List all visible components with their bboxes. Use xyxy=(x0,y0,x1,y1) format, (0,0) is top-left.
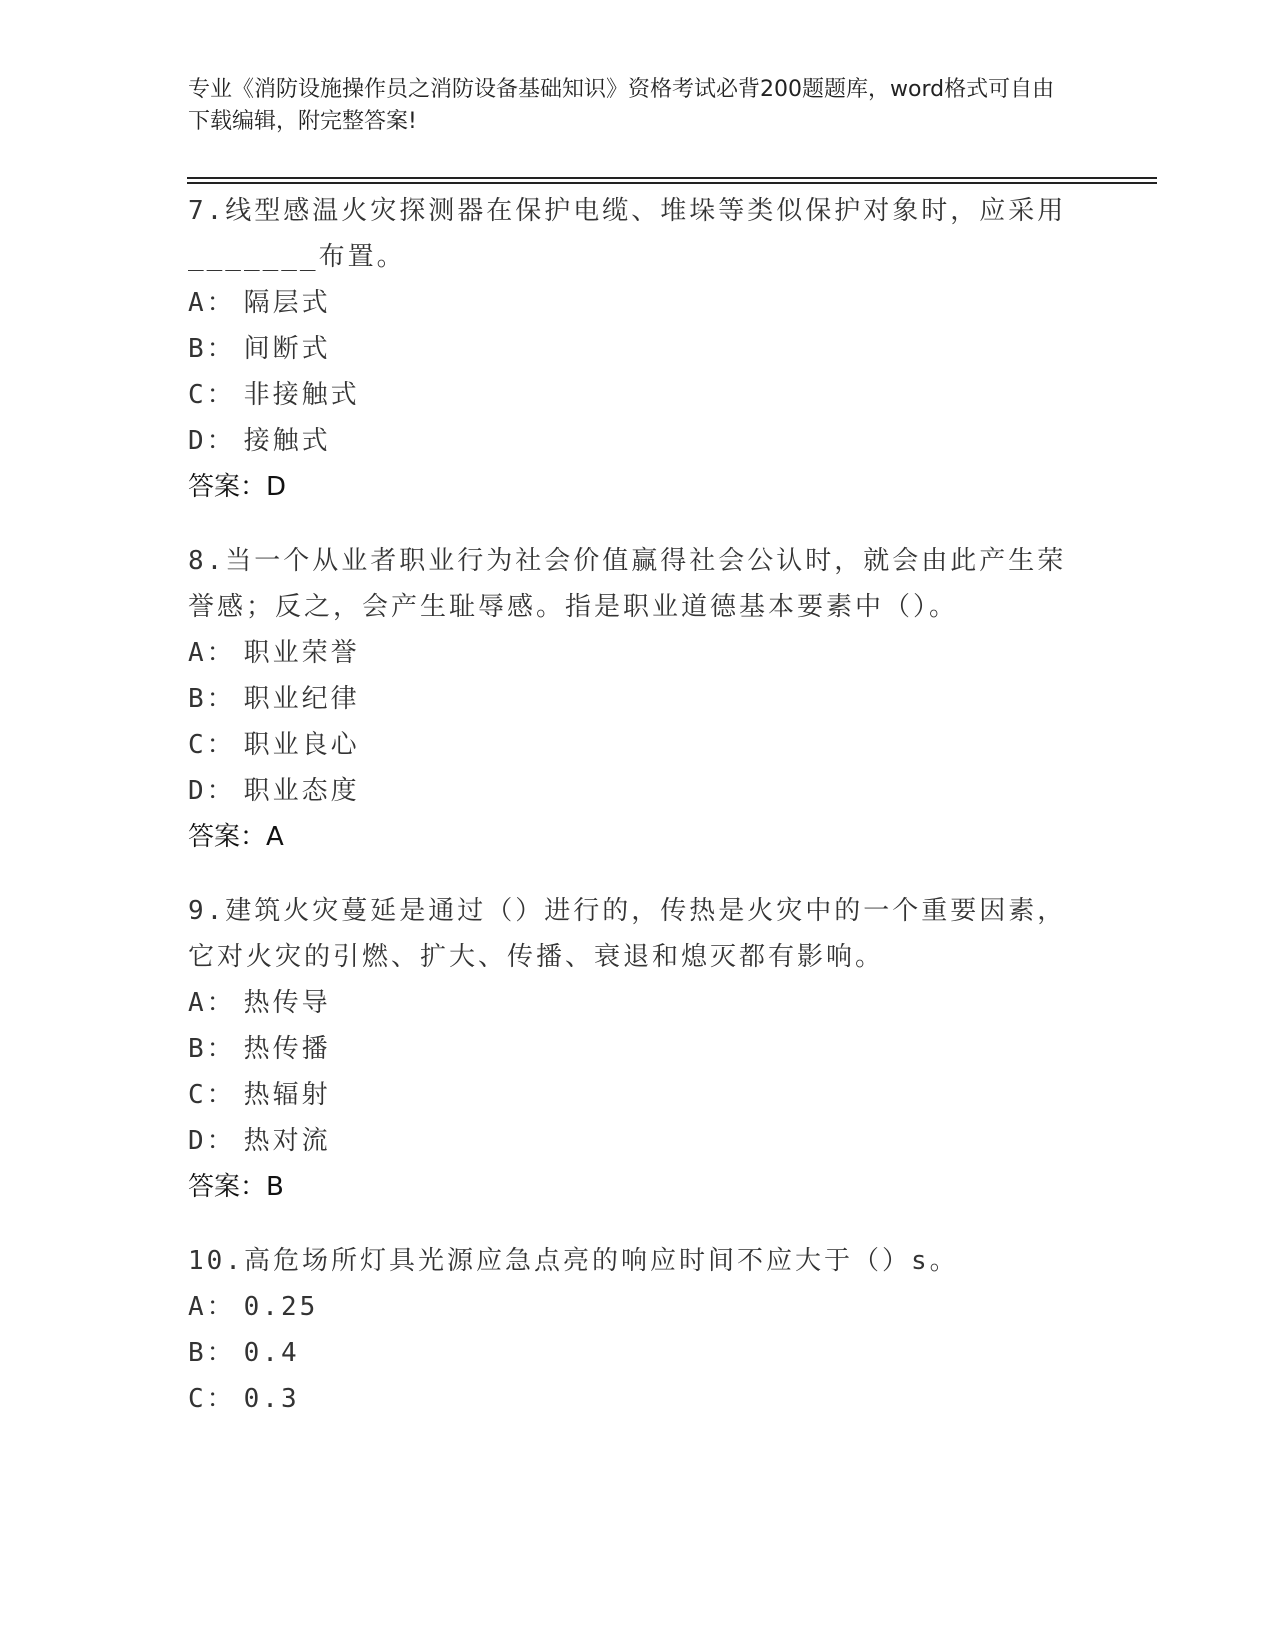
option-key: B： xyxy=(188,334,236,364)
option-key: D： xyxy=(188,426,236,456)
option-c xyxy=(188,372,1088,418)
option-text: 职业纪律 xyxy=(243,684,360,714)
option-key: D： xyxy=(188,776,236,806)
option-text: 隔层式 xyxy=(243,288,331,318)
question-list xyxy=(188,188,1088,1450)
question-text: 9.建筑火灾蔓延是通过（）进行的，传热是火灾中的一个重要因素，它对火灾的引燃、扩大、传播、衰退和熄灭都有影响。 xyxy=(188,896,1067,972)
answer-line: 答案：A xyxy=(188,822,284,852)
header-rule-top xyxy=(187,177,1157,179)
document-header: 专业《消防设施操作员之消防设备基础知识》资格考试必背200题题库，word格式可自由下载编辑，附完整答案! xyxy=(188,77,1055,134)
option-text: 热传导 xyxy=(243,988,331,1018)
option-text: 热传播 xyxy=(243,1034,331,1064)
option-key: C： xyxy=(188,1080,236,1110)
option-d xyxy=(188,418,1088,464)
option-text: 职业态度 xyxy=(243,776,360,806)
option-b xyxy=(188,1330,1088,1376)
option-d xyxy=(188,768,1088,814)
option-a xyxy=(188,1284,1088,1330)
option-text: 热对流 xyxy=(243,1126,331,1156)
option-b xyxy=(188,1026,1088,1072)
option-key: B： xyxy=(188,1034,236,1064)
option-key: A： xyxy=(188,988,236,1018)
question-9 xyxy=(188,888,1088,1210)
option-key: C： xyxy=(188,380,236,410)
option-text: 职业良心 xyxy=(243,730,360,760)
option-text: 热辐射 xyxy=(243,1080,331,1110)
option-key: A： xyxy=(188,638,236,668)
header-rule-bottom xyxy=(187,182,1157,184)
question-text: 8.当一个从业者职业行为社会价值赢得社会公认时，就会由此产生荣誉感；反之，会产生耻辱感。指是职业道德基本要素中（）。 xyxy=(188,546,1067,622)
option-b xyxy=(188,326,1088,372)
option-key: B： xyxy=(188,684,236,714)
option-d xyxy=(188,1118,1088,1164)
option-key: D： xyxy=(188,1126,236,1156)
option-text: 间断式 xyxy=(243,334,331,364)
question-8 xyxy=(188,538,1088,860)
question-text: 10.高危场所灯具光源应急点亮的响应时间不应大于（）s。 xyxy=(188,1246,959,1276)
option-key: B： xyxy=(188,1338,236,1368)
option-key: A： xyxy=(188,288,236,318)
option-key: A： xyxy=(188,1292,236,1322)
option-a xyxy=(188,630,1088,676)
option-c xyxy=(188,1376,1088,1422)
option-text: 0.25 xyxy=(243,1292,319,1322)
option-text: 0.3 xyxy=(243,1384,300,1414)
answer-line: 答案：B xyxy=(188,1172,284,1202)
option-b xyxy=(188,676,1088,722)
option-a xyxy=(188,980,1088,1026)
option-text: 职业荣誉 xyxy=(243,638,360,668)
option-key: C： xyxy=(188,730,236,760)
option-c xyxy=(188,1072,1088,1118)
question-7 xyxy=(188,188,1088,510)
question-10 xyxy=(188,1238,1088,1422)
option-a xyxy=(188,280,1088,326)
option-key: C： xyxy=(188,1384,236,1414)
option-text: 非接触式 xyxy=(243,380,360,410)
option-text: 接触式 xyxy=(243,426,331,456)
answer-line: 答案：D xyxy=(188,472,287,502)
question-text: 7.线型感温火灾探测器在保护电缆、堆垛等类似保护对象时，应采用_______布置。 xyxy=(188,196,1067,272)
option-c xyxy=(188,722,1088,768)
option-text: 0.4 xyxy=(243,1338,300,1368)
